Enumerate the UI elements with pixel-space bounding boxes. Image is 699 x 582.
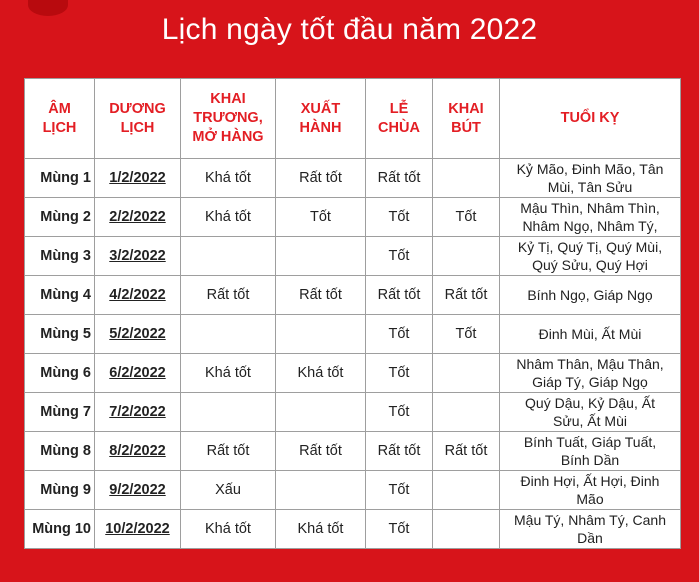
khai-truong-cell xyxy=(181,237,276,276)
am-lich-cell: Mùng 10 xyxy=(25,510,95,549)
header-khai-truong xyxy=(181,79,276,159)
table-row xyxy=(25,237,681,276)
khai-truong-cell: Xấu xyxy=(181,471,276,510)
tuoi-ky-cell xyxy=(500,315,681,354)
table-row xyxy=(25,276,681,315)
table-row xyxy=(25,471,681,510)
khai-but-cell: Rất tốt xyxy=(433,276,500,315)
le-chua-cell: Tốt xyxy=(366,198,433,237)
tuoi-ky-line: Nhâm Ngọ, Nhâm Tý, xyxy=(522,218,658,234)
duong-lich-cell: 4/2/2022 xyxy=(95,276,181,315)
le-chua-cell: Tốt xyxy=(366,393,433,432)
header-khai-but xyxy=(433,79,500,159)
duong-lich-cell: 6/2/2022 xyxy=(95,354,181,393)
duong-lich-cell: 5/2/2022 xyxy=(95,315,181,354)
khai-truong-cell xyxy=(181,315,276,354)
xuat-hanh-cell xyxy=(276,237,366,276)
khai-but-cell xyxy=(433,159,500,198)
le-chua-cell: Tốt xyxy=(366,237,433,276)
tuoi-ky-line: Nhâm Thân, Mậu Thân, xyxy=(516,356,664,372)
le-chua-cell: Rất tốt xyxy=(366,159,433,198)
duong-lich-cell: 8/2/2022 xyxy=(95,432,181,471)
am-lich-cell: Mùng 7 xyxy=(25,393,95,432)
am-lich-cell: Mùng 1 xyxy=(25,159,95,198)
tuoi-ky-line: Kỷ Tị, Quý Tị, Quý Mùi, xyxy=(517,239,663,255)
am-lich-cell: Mùng 4 xyxy=(25,276,95,315)
tuoi-ky-cell xyxy=(500,198,681,237)
header-line: LỊCH xyxy=(120,119,155,136)
header-line: TRƯƠNG, xyxy=(193,110,263,126)
header-row xyxy=(25,79,681,159)
header-line: LỄ xyxy=(389,100,409,117)
header-line: HÀNH xyxy=(299,119,342,136)
table-row xyxy=(25,393,681,432)
am-lich-cell: Mùng 6 xyxy=(25,354,95,393)
duong-lich-cell: 1/2/2022 xyxy=(95,159,181,198)
duong-lich-cell: 9/2/2022 xyxy=(95,471,181,510)
tuoi-ky-cell xyxy=(500,237,681,276)
xuat-hanh-cell: Rất tốt xyxy=(276,432,366,471)
header-line: ÂM xyxy=(48,100,71,117)
khai-but-cell xyxy=(433,471,500,510)
table-row xyxy=(25,315,681,354)
tuoi-ky-cell xyxy=(500,159,681,198)
xuat-hanh-cell xyxy=(276,471,366,510)
table-row xyxy=(25,510,681,549)
le-chua-cell: Tốt xyxy=(366,510,433,549)
le-chua-cell: Tốt xyxy=(366,471,433,510)
xuat-hanh-cell: Khá tốt xyxy=(276,354,366,393)
header-am-lich xyxy=(25,79,95,159)
header-le-chua xyxy=(366,79,433,159)
khai-truong-cell: Khá tốt xyxy=(181,510,276,549)
khai-truong-cell xyxy=(181,393,276,432)
duong-lich-cell: 7/2/2022 xyxy=(95,393,181,432)
khai-but-cell: Tốt xyxy=(433,315,500,354)
tuoi-ky-line: Mậu Tý, Nhâm Tý, Canh xyxy=(514,512,666,528)
tuoi-ky-line: Đinh Hợi, Ất Hợi, Đinh xyxy=(520,473,660,489)
am-lich-cell: Mùng 8 xyxy=(25,432,95,471)
header-xuat-hanh xyxy=(276,79,366,159)
header-line: KHAI xyxy=(448,100,484,117)
xuat-hanh-cell xyxy=(276,315,366,354)
khai-truong-cell: Khá tốt xyxy=(181,198,276,237)
header-line: CHÙA xyxy=(378,119,420,136)
tuoi-ky-line: Mùi, Tân Sửu xyxy=(547,179,633,195)
khai-but-cell xyxy=(433,510,500,549)
header-line: DƯƠNG xyxy=(109,100,166,117)
tuoi-ky-line: Sửu, Ất Mùi xyxy=(553,413,627,429)
header-duong-lich xyxy=(95,79,181,159)
table-row xyxy=(25,354,681,393)
tuoi-ky-line: Giáp Tý, Giáp Ngọ xyxy=(532,374,648,390)
le-chua-cell: Rất tốt xyxy=(366,276,433,315)
khai-but-cell xyxy=(433,354,500,393)
tuoi-ky-line: Kỷ Mão, Đinh Mão, Tân xyxy=(516,161,664,177)
khai-but-cell xyxy=(433,237,500,276)
khai-truong-cell: Rất tốt xyxy=(181,276,276,315)
tuoi-ky-cell xyxy=(500,276,681,315)
header-tuoi-ky xyxy=(500,79,681,159)
xuat-hanh-cell: Rất tốt xyxy=(276,159,366,198)
xuat-hanh-cell: Khá tốt xyxy=(276,510,366,549)
xuat-hanh-cell: Rất tốt xyxy=(276,276,366,315)
tuoi-ky-cell xyxy=(500,432,681,471)
tuoi-ky-line: Mậu Thìn, Nhâm Thìn, xyxy=(520,200,660,216)
khai-truong-cell: Rất tốt xyxy=(181,432,276,471)
tuoi-ky-line: Dần xyxy=(577,530,603,546)
khai-but-cell: Tốt xyxy=(433,198,500,237)
le-chua-cell: Tốt xyxy=(366,315,433,354)
tuoi-ky-cell xyxy=(500,510,681,549)
am-lich-cell: Mùng 9 xyxy=(25,471,95,510)
am-lich-cell: Mùng 5 xyxy=(25,315,95,354)
table-row xyxy=(25,432,681,471)
khai-truong-cell: Khá tốt xyxy=(181,354,276,393)
am-lich-cell: Mùng 3 xyxy=(25,237,95,276)
tuoi-ky-cell xyxy=(500,393,681,432)
tuoi-ky-cell xyxy=(500,354,681,393)
duong-lich-cell: 10/2/2022 xyxy=(95,510,181,549)
tuoi-ky-line: Quý Sửu, Quý Hợi xyxy=(532,257,648,273)
le-chua-cell: Tốt xyxy=(366,354,433,393)
header-line: KHAI xyxy=(210,91,246,107)
table-row xyxy=(25,159,681,198)
tuoi-ky-line: Bính Ngọ, Giáp Ngọ xyxy=(527,287,653,303)
header-line: XUẤT xyxy=(300,100,341,117)
le-chua-cell: Rất tốt xyxy=(366,432,433,471)
xuat-hanh-cell: Tốt xyxy=(276,198,366,237)
header-line: TUỔI KỴ xyxy=(560,110,620,126)
tuoi-ky-line: Đinh Mùi, Ất Mùi xyxy=(538,326,642,342)
tuoi-ky-line: Mão xyxy=(576,491,604,507)
tuoi-ky-line: Quý Dậu, Kỷ Dậu, Ất xyxy=(525,395,655,411)
tuoi-ky-line: Bính Tuất, Giáp Tuất, xyxy=(523,434,657,450)
header-line: LỊCH xyxy=(42,119,77,136)
page-title: Lịch ngày tốt đầu năm 2022 xyxy=(161,13,538,46)
khai-but-cell xyxy=(433,393,500,432)
table-row xyxy=(25,198,681,237)
duong-lich-cell: 2/2/2022 xyxy=(95,198,181,237)
am-lich-cell: Mùng 2 xyxy=(25,198,95,237)
xuat-hanh-cell xyxy=(276,393,366,432)
khai-but-cell: Rất tốt xyxy=(433,432,500,471)
khai-truong-cell: Khá tốt xyxy=(181,159,276,198)
tuoi-ky-cell xyxy=(500,471,681,510)
tuoi-ky-line: Bính Dần xyxy=(560,452,620,468)
good-days-table xyxy=(24,78,681,549)
duong-lich-cell: 3/2/2022 xyxy=(95,237,181,276)
header-line: BÚT xyxy=(451,119,481,136)
header-line: MỞ HÀNG xyxy=(192,129,264,145)
